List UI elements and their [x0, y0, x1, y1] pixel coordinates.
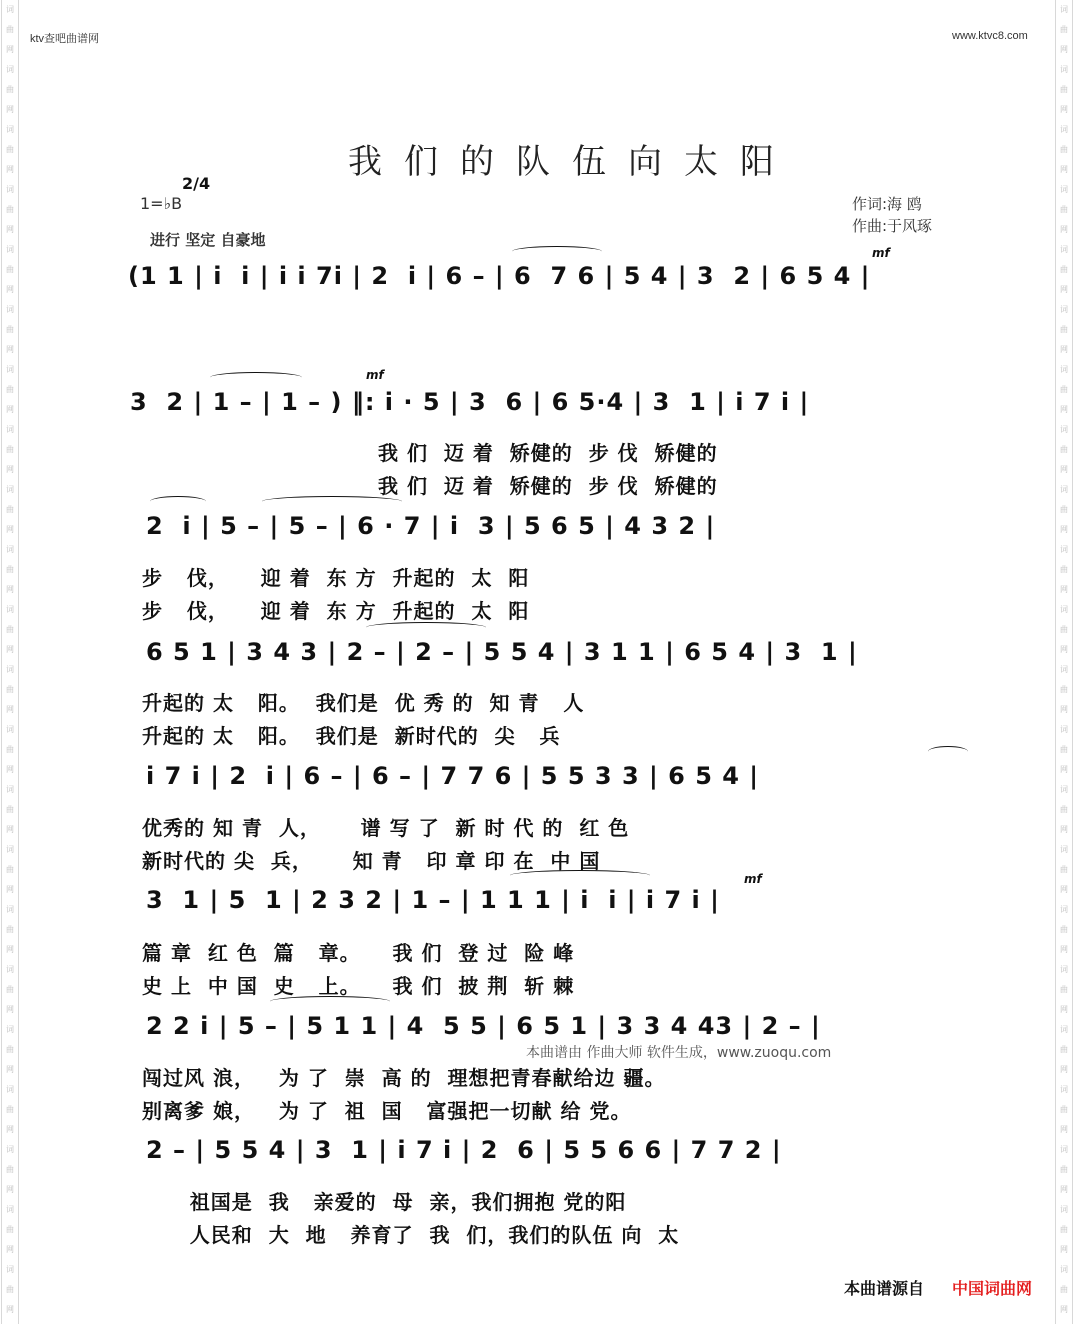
- notation-line-6: 3 1 | 5 1 | 2 3 2 | 1 – | 1 1 1 | i i | i 7 i |: [146, 886, 720, 914]
- left-watermark-column: 词 曲 网 词 曲 网 词 曲 网 词 曲 网 词 曲 网 词 曲 网 词 曲 网 词 曲 网 词 曲 网 词 曲 网 词 曲 网 词 曲 网 词 曲 网 词 曲 网 词 曲 网 词 曲 网 词 曲 网 词 曲 网 词 曲 网 词 曲 网 词 曲 网 词 曲 网: [1, 0, 19, 1324]
- lyrics-line-7a: 闯过风 浪， 为 了 崇 高 的 理想把青春献给边 疆。: [142, 1066, 666, 1090]
- header-right-site[interactable]: www.ktvc8.com: [952, 30, 1028, 42]
- time-signature: [182, 176, 210, 192]
- lyrics-line-2b: 我 们 迈 着 矫健的 步 伐 矫健的: [378, 474, 718, 498]
- lyrics-line-6a: 篇 章 红 色 篇 章。 我 们 登 过 险 峰: [142, 941, 575, 965]
- notation-line-7: 2 2 i | 5 – | 5 1 1 | 4 5 5 | 6 5 1 | 3 3 4 43 | 2 – |: [146, 1012, 821, 1040]
- lyrics-line-3a: 步 伐， 迎 着 东 方 升起的 太 阳: [142, 566, 530, 590]
- notation-line-4: 6 5 1 | 3 4 3 | 2 – | 2 – | 5 5 4 | 3 1 1 | 6 5 4 | 3 1 |: [146, 638, 858, 666]
- notation-line-1: (1 1 | i i | i i 7i | 2 i | 6 – | 6 7 6 | 5 4 | 3 2 | 6 5 4 |: [128, 262, 871, 290]
- footer-source-site[interactable]: 中国词曲网: [952, 1279, 1033, 1298]
- song-title: 我们的队伍向太阳: [348, 142, 796, 182]
- lyrics-line-4b: 升起的 太 阳。 我们是 新时代的 尖 兵: [142, 724, 561, 748]
- slur: [210, 372, 302, 383]
- notation-line-3: 2 i | 5 – | 5 – | 6 · 7 | i 3 | 5 6 5 | 4 3 2 |: [146, 512, 716, 540]
- header-left-site[interactable]: ktv查吧曲谱网: [30, 33, 100, 45]
- lyrics-line-5b: 新时代的 尖 兵， 知 青 印 章 印 在 中 国: [142, 849, 601, 873]
- composer-credit: 作曲:于风琢: [852, 217, 933, 235]
- lyrics-line-7b: 别离爹 娘， 为 了 祖 国 富强把一切献 给 党。: [142, 1099, 632, 1123]
- notation-line-5: i 7 i | 2 i | 6 – | 6 – | 7 7 6 | 5 5 3 3 | 6 5 4 |: [146, 762, 760, 790]
- dynamic-mf-3: mf: [744, 872, 762, 886]
- notation-line-8: 2 – | 5 5 4 | 3 1 | i 7 i | 2 6 | 5 5 6 6 | 7 7 2 |: [146, 1136, 782, 1164]
- lyrics-line-5a: 优秀的 知 青 人， 谱 写 了 新 时 代 的 红 色: [142, 816, 630, 840]
- slur: [262, 496, 402, 507]
- lyrics-line-3b: 步 伐， 迎 着 东 方 升起的 太 阳: [142, 599, 530, 623]
- lyrics-line-8a: 祖国是 我 亲爱的 母 亲，我们拥抱 党的阳: [142, 1190, 627, 1214]
- lyrics-line-6b: 史 上 中 国 史 上。 我 们 披 荆 斩 棘: [142, 974, 575, 998]
- slur: [928, 746, 968, 757]
- slur: [150, 496, 206, 507]
- software-watermark: 本曲谱由 作曲大师 软件生成，www.zuoqu.com: [526, 1045, 832, 1061]
- footer-source-label: 本曲谱源自: [844, 1279, 925, 1298]
- slur: [512, 246, 602, 257]
- slur: [270, 996, 390, 1007]
- dynamic-mf-2: mf: [366, 368, 384, 382]
- slur: [510, 870, 650, 881]
- dynamic-mf: mf: [872, 246, 890, 260]
- notation-line-2: 3 2 | 1 – | 1 – ) ‖: i · 5 | 3 6 | 6 5·4 | 3 1 | i 7 i |: [130, 388, 810, 416]
- lyricist-credit: 作词:海 鸥: [852, 195, 922, 213]
- lyrics-line-8b: 人民和 大 地 养育了 我 们，我们的队伍 向 太: [142, 1223, 680, 1247]
- slur: [366, 622, 486, 633]
- right-watermark-column: 词 曲 网 词 曲 网 词 曲 网 词 曲 网 词 曲 网 词 曲 网 词 曲 网 词 曲 网 词 曲 网 词 曲 网 词 曲 网 词 曲 网 词 曲 网 词 曲 网 词 曲 网 词 曲 网 词 曲 网 词 曲 网 词 曲 网 词 曲 网 词 曲 网 词 曲 网: [1055, 0, 1073, 1324]
- key-signature: 1=♭B: [140, 194, 183, 213]
- lyrics-line-2a: 我 们 迈 着 矫健的 步 伐 矫健的: [378, 441, 718, 465]
- lyrics-line-4a: 升起的 太 阳。 我们是 优 秀 的 知 青 人: [142, 691, 585, 715]
- expression-marking: 进行 坚定 自豪地: [150, 231, 266, 249]
- time-signature-text: 2/4: [182, 174, 211, 193]
